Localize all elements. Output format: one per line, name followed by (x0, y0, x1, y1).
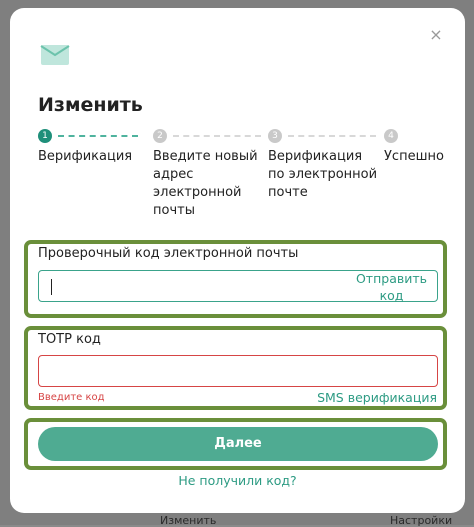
mail-icon (40, 42, 70, 66)
change-email-modal (10, 8, 465, 513)
next-button[interactable]: Далее (38, 427, 438, 461)
email-code-input[interactable] (38, 270, 438, 302)
step-3-label: Верификация по электронной почте (268, 149, 378, 200)
text-caret (51, 279, 52, 295)
totp-label: TOTP код (38, 332, 101, 347)
send-code-line-2: код (379, 288, 404, 303)
step-1-label: Верификация (38, 149, 133, 164)
step-1-circle: 1 (38, 129, 52, 143)
step-2-label: Введите новый адрес электронной почты (153, 149, 258, 218)
totp-error-text: Введите код (38, 392, 105, 403)
step-connector-1 (58, 135, 138, 137)
step-connector-2 (173, 135, 261, 137)
totp-input[interactable] (38, 355, 438, 387)
modal-title: Изменить (38, 94, 143, 116)
step-2-circle: 2 (153, 129, 167, 143)
step-4-label: Успешно (384, 149, 444, 164)
close-icon[interactable]: × (429, 25, 443, 44)
email-code-label: Проверочный код электронной почты (38, 246, 299, 261)
step-3-circle: 3 (268, 129, 282, 143)
background-link-change[interactable]: Изменить (160, 514, 217, 527)
sms-verification-link[interactable]: SMS верификация (317, 390, 437, 405)
resend-code-link[interactable]: Не получили код? (178, 473, 297, 488)
background-link-settings[interactable]: Настройки (390, 514, 453, 527)
send-code-line-1: Отправить (355, 271, 427, 286)
step-4-circle: 4 (384, 129, 398, 143)
send-code-link[interactable] (356, 270, 427, 304)
step-connector-3 (288, 135, 376, 137)
